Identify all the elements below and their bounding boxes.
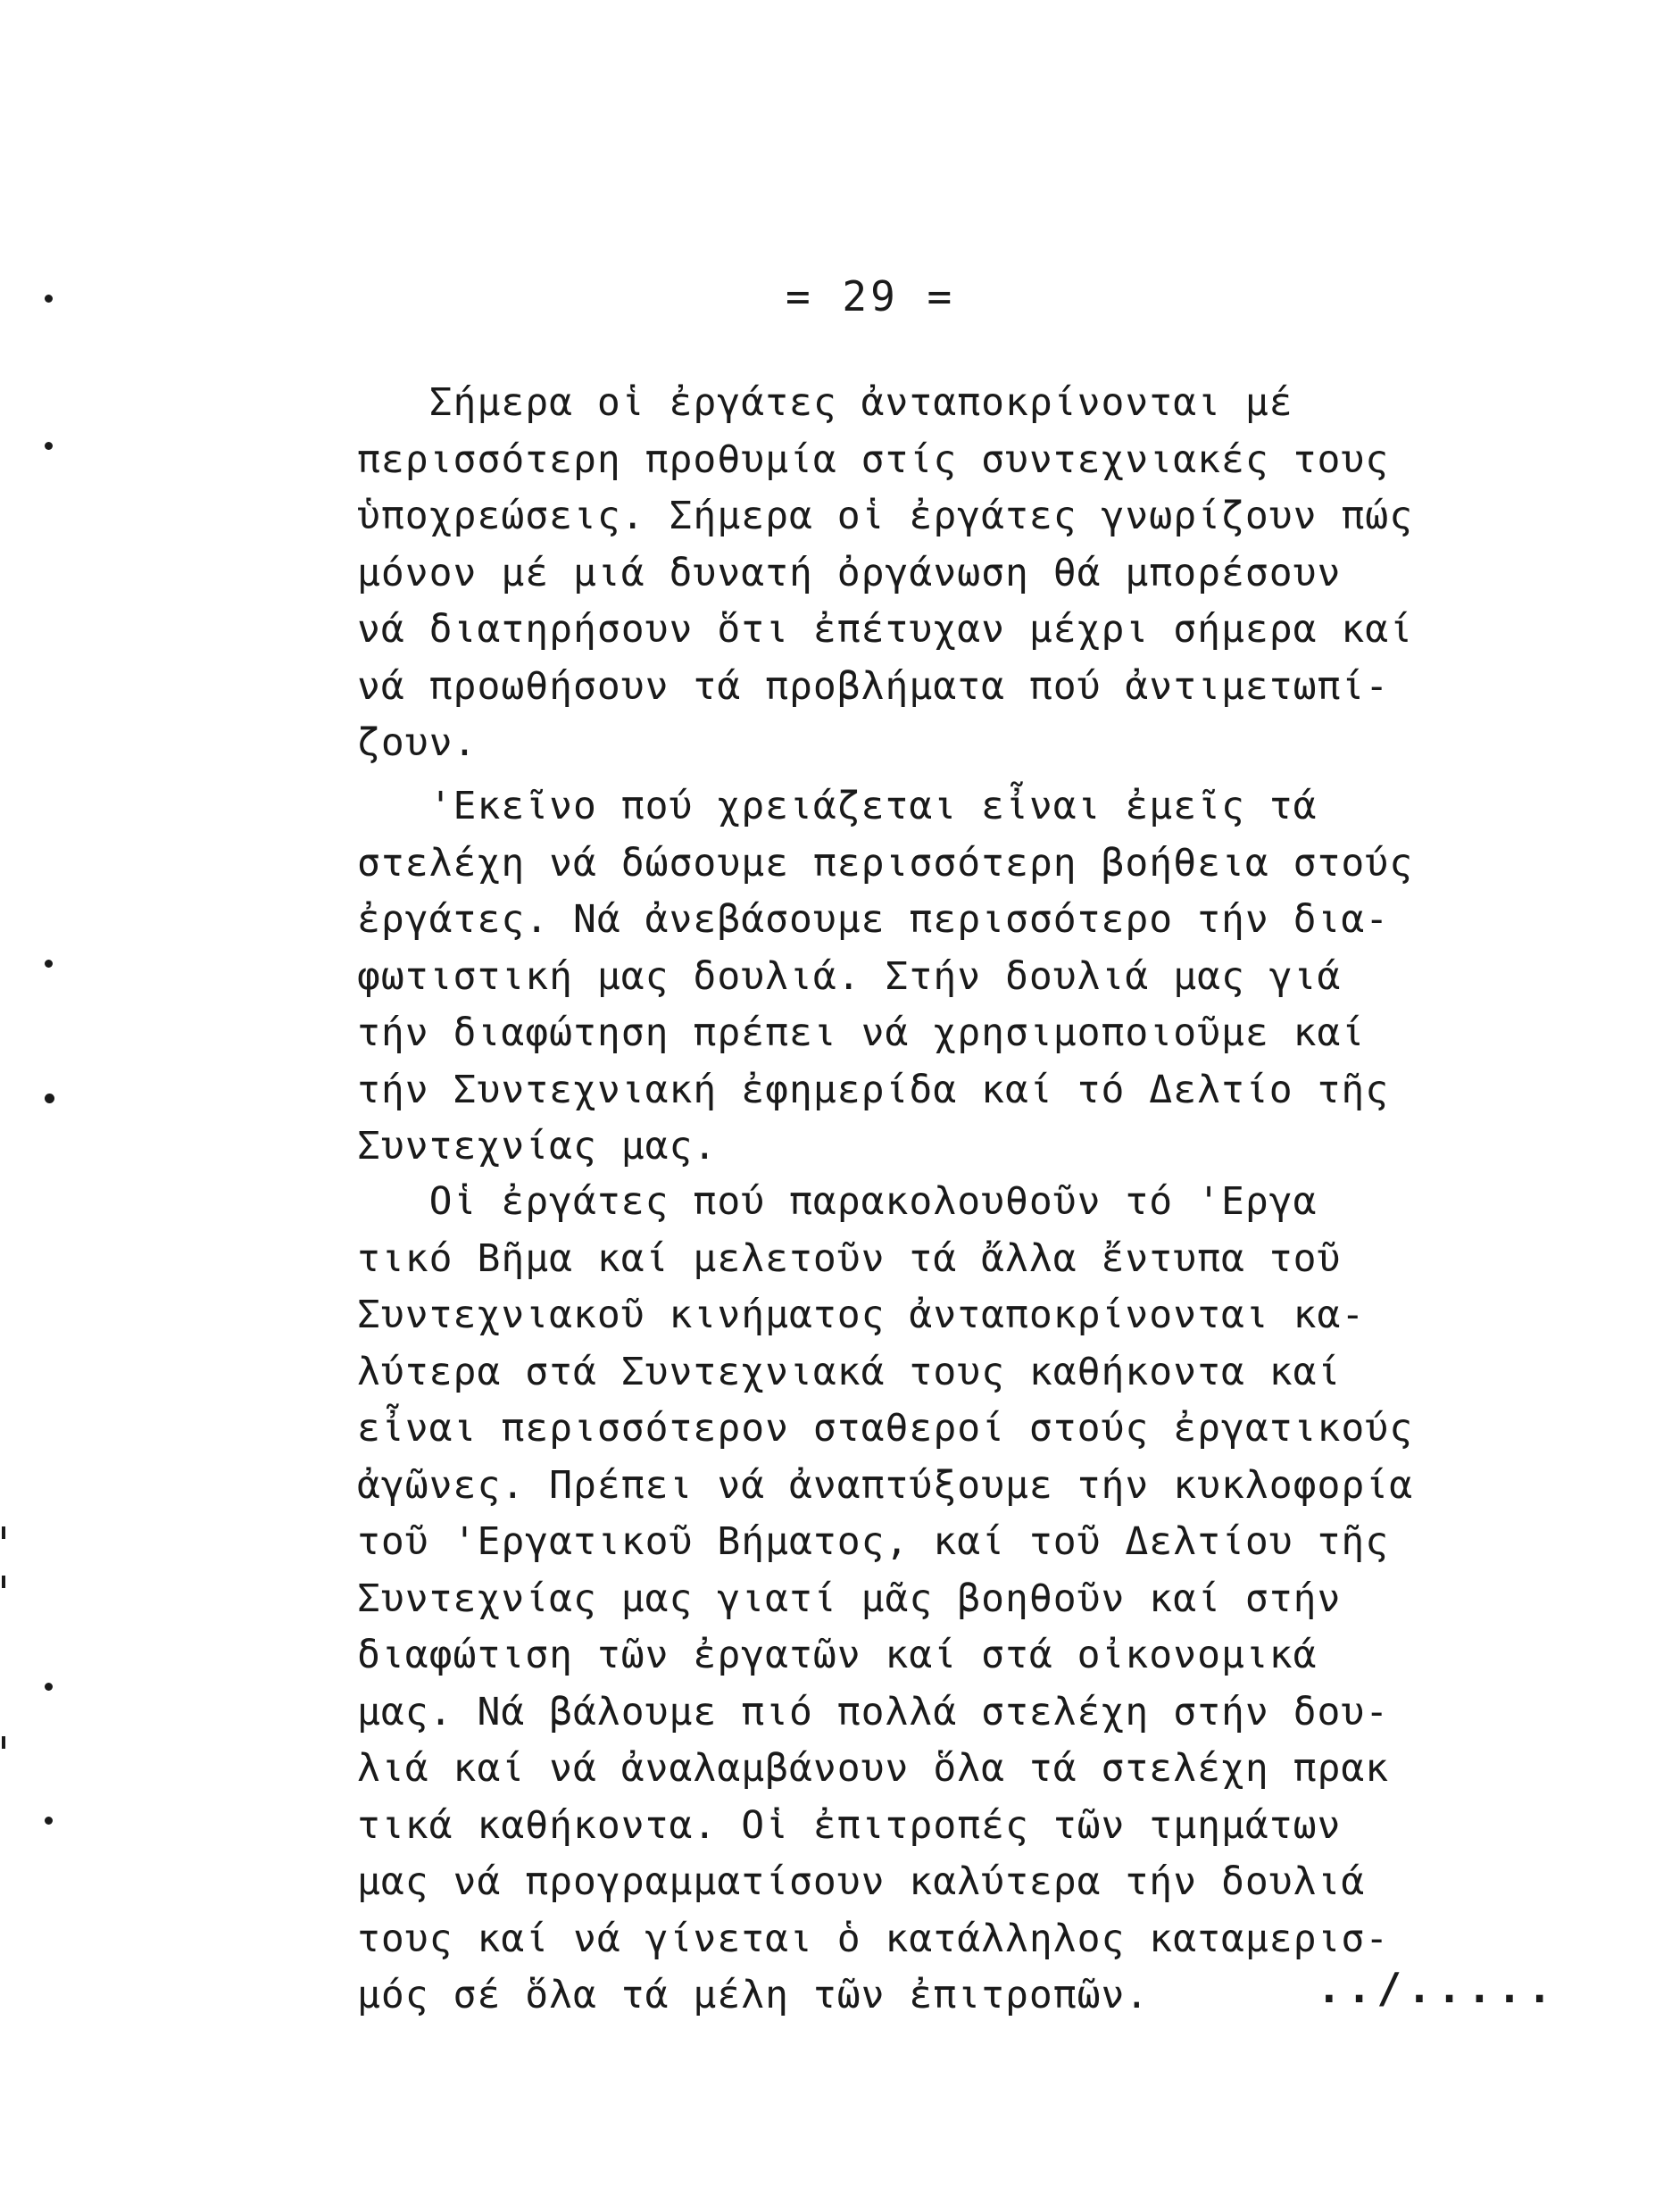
margin-punch-dot	[45, 1094, 54, 1103]
margin-punch-dot	[45, 1817, 53, 1825]
paragraph-3	[357, 1174, 1535, 2025]
text-line: φωτιστική μας δουλιά. Στήν δουλιά μας γιά	[357, 953, 1342, 999]
text-line: ὑποχρεώσεις. Σήμερα οἱ ἐργάτες γνωρίζουν πώς	[357, 494, 1414, 538]
margin-edge-mark	[2, 1736, 5, 1749]
text-line: τικό Βῆμα καί μελετοῦν τά ἄλλα ἔντυπα τοῦ	[357, 1235, 1342, 1281]
text-line: Συντεχνίας μας γιατί μᾶς βοηθοῦν καί στήν	[357, 1576, 1342, 1621]
text-line: διαφώτιση τῶν ἐργατῶν καί στά οἰκονομικά	[357, 1633, 1318, 1677]
text-line: μός σέ ὅλα τά μέλη τῶν ἐπιτροπῶν.	[357, 1973, 1150, 2017]
text-line: λύτερα στά Συντεχνιακά τους καθήκοντα καί	[357, 1349, 1342, 1394]
text-line: Οἱ ἐργάτες πού παρακολουθοῦν τό 'Εργα	[357, 1179, 1318, 1224]
margin-edge-mark	[2, 1576, 5, 1588]
text-line: στελέχη νά δώσουμε περισσότερη βοήθεια στούς	[357, 840, 1414, 886]
margin-punch-dot	[45, 960, 53, 968]
margin-punch-dot	[45, 295, 53, 303]
continuation-mark: ../.....	[1317, 1964, 1558, 2012]
text-line: μας. Νά βάλουμε πιό πολλά στελέχη στήν δου-	[357, 1689, 1390, 1734]
text-line: τικά καθήκοντα. Οἱ ἐπιτροπές τῶν τμημάτων	[357, 1802, 1342, 1848]
text-line: εἶναι περισσότερον σταθεροί στούς ἐργατικούς	[357, 1406, 1414, 1451]
text-line: ἐργάτες. Νά ἀνεβάσουμε περισσότερο τήν δια-	[357, 897, 1390, 942]
text-line: ἀγῶνες. Πρέπει νά ἀναπτύξουμε τήν κυκλοφορία	[357, 1462, 1414, 1508]
text-line: τοῦ 'Εργατικοῦ Βήματος, καί τοῦ Δελτίου τῆς	[357, 1519, 1390, 1564]
paragraph-1	[357, 375, 1535, 772]
page-number: = 29 =	[786, 272, 956, 320]
text-line: Συντεχνίας μας.	[357, 1124, 718, 1169]
text-line: τήν διαφώτηση πρέπει νά χρησιμοποιοῦμε καί	[357, 1011, 1366, 1055]
text-line: νά προωθήσουν τά προβλήματα πού ἀντιμετωπί-	[357, 663, 1390, 709]
paragraph-2	[357, 778, 1535, 1176]
text-line: Συντεχνιακοῦ κινήματος ἀνταποκρίνονται κα-	[357, 1293, 1366, 1337]
margin-punch-dot	[45, 442, 53, 450]
text-line: ζουν.	[357, 720, 478, 765]
text-line: τους καί νά γίνεται ὁ κατάλληλος καταμερισ-	[357, 1916, 1390, 1961]
text-line: μας νά προγραμματίσουν καλύτερα τήν δουλιά	[357, 1859, 1366, 1904]
margin-edge-mark	[2, 1526, 5, 1539]
margin-punch-dot	[45, 1683, 53, 1691]
text-line: 'Εκεῖνο πού χρειάζεται εἶναι ἐμεῖς τά	[357, 784, 1318, 828]
text-line: τήν Συντεχνιακή ἐφημερίδα καί τό Δελτίο τῆς	[357, 1067, 1390, 1112]
text-line: περισσότερη προθυμία στίς συντεχνιακές τους	[357, 437, 1390, 482]
text-line: Σήμερα οἱ ἐργάτες ἀνταποκρίνονται μέ	[357, 380, 1293, 425]
text-line: νά διατηρήσουν ὅτι ἐπέτυχαν μέχρι σήμερα καί	[357, 607, 1414, 652]
text-line: μόνον μέ μιά δυνατή ὀργάνωση θά μπορέσουν	[357, 550, 1342, 595]
text-line: λιά καί νά ἀναλαμβάνουν ὅλα τά στελέχη πρακ	[357, 1746, 1390, 1791]
